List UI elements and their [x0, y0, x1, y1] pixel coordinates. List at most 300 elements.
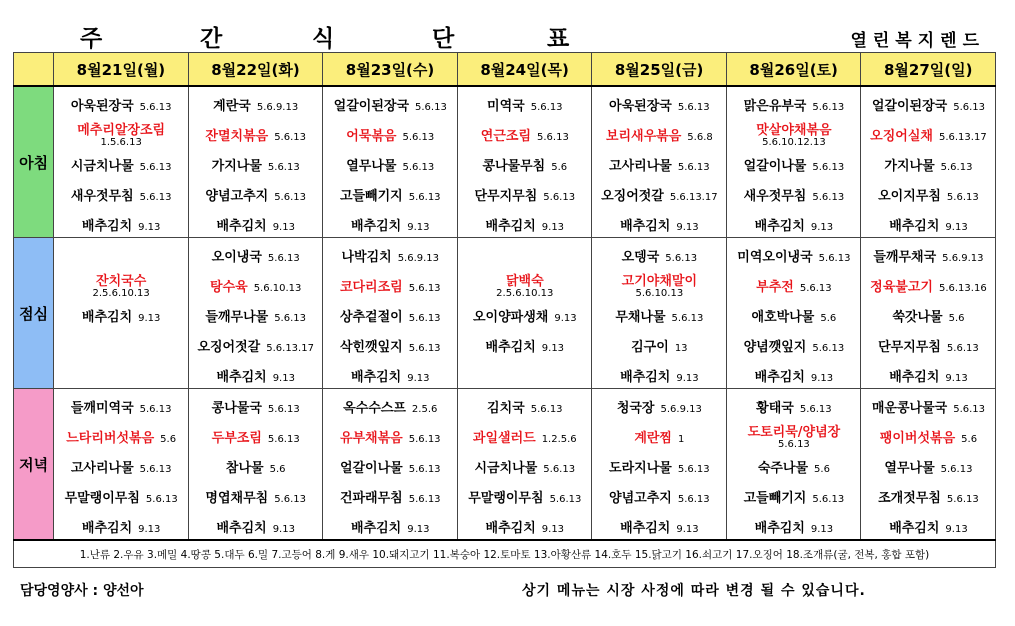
- menu-item-name: 무채나물: [615, 310, 666, 325]
- menu-item: [458, 517, 592, 536]
- menu-item: [592, 366, 726, 385]
- menu-item-name: 고사리나물: [70, 461, 134, 476]
- menu-item-name: 명엽채무침: [205, 491, 269, 506]
- menu-item-name: 맛살야채볶음: [756, 123, 832, 138]
- menu-item-name: 오징어젓갈: [601, 189, 664, 204]
- menu-item: [54, 270, 188, 298]
- allergy-codes: 5.6.13: [953, 102, 986, 113]
- menu-item-name: 도라지나물: [609, 461, 672, 476]
- menu-item: [458, 185, 592, 204]
- menu-cell: [592, 238, 727, 389]
- menu-item: [861, 246, 995, 265]
- menu-item: [323, 95, 457, 114]
- title-char: 단: [432, 26, 455, 52]
- menu-item: [189, 306, 323, 325]
- allergy-codes: 5.6.13: [777, 439, 810, 450]
- allergy-codes: 5.6.13: [812, 192, 845, 203]
- allergy-codes: 9.13: [407, 222, 430, 233]
- menu-item: [323, 427, 457, 446]
- menu-item-name: 매운콩나물국: [871, 401, 948, 416]
- menu-item-name: 배추김치: [216, 521, 267, 536]
- menu-item: [458, 487, 592, 506]
- menu-item-name: 메추리알장조림: [77, 123, 166, 138]
- menu-item: [861, 457, 995, 476]
- meal-row-dinner: [14, 389, 996, 541]
- menu-item: [189, 427, 323, 446]
- allergy-codes: 9.13: [541, 343, 565, 354]
- menu-item-name: 배추김치: [351, 521, 402, 536]
- menu-item: [458, 270, 592, 298]
- allergy-codes: 5.6.13: [549, 494, 582, 505]
- allergy-codes: 9.13: [407, 373, 430, 384]
- allergy-codes: 5.6: [948, 313, 965, 324]
- menu-item-name: 오이지무침: [878, 189, 941, 204]
- menu-item-name: 얼갈이된장국: [333, 99, 410, 114]
- menu-cell: [592, 389, 727, 541]
- menu-item-name: 배추김치: [485, 521, 536, 536]
- meal-label: 아침: [14, 86, 54, 238]
- allergy-legend: 1.난류 2.우유 3.메밀 4.땅콩 5.대두 6.밀 7.고등어 8.게 9.새우 10.돼지고기 11.복숭아 12.토마토 13.아황산류 14.호두 15.닭고기 16.쇠고기 17.오징어 18.조개류(굴, 전복, 홍합 포함): [14, 540, 996, 568]
- menu-item-name: 닭백숙: [505, 274, 544, 289]
- allergy-codes: 5.6.13: [677, 464, 710, 475]
- allergy-codes: 2.5.6.10.13: [496, 288, 554, 299]
- allergy-codes: 5.6.13: [274, 132, 306, 143]
- allergy-codes: 5.6.13: [139, 404, 172, 415]
- menu-item-name: 얼갈이된장국: [871, 99, 948, 114]
- menu-item-name: 배추김치: [81, 310, 133, 325]
- menu-item: [727, 336, 861, 355]
- title-char: 표: [547, 26, 570, 52]
- menu-item: [458, 306, 592, 325]
- allergy-codes: 9.13: [541, 222, 565, 233]
- menu-item: [54, 427, 188, 446]
- meal-label: 점심: [14, 238, 54, 389]
- menu-item: [458, 125, 592, 144]
- allergy-codes: 5.6.13: [812, 162, 845, 173]
- allergy-codes: 1.5.6.13: [100, 137, 142, 148]
- menu-item-name: 얼갈이나물: [743, 159, 807, 174]
- allergy-codes: 5.6: [551, 162, 568, 173]
- menu-item: [861, 306, 995, 325]
- allergy-codes: 5.6.13: [408, 192, 441, 203]
- menu-item-name: 유부채볶음: [339, 431, 403, 446]
- day-header: 8월24일(목): [457, 53, 592, 87]
- allergy-codes: 5.6.13: [665, 253, 698, 264]
- menu-item: [458, 397, 592, 416]
- menu-item: [592, 397, 726, 416]
- allergy-codes: 5.6.13: [677, 102, 710, 113]
- menu-item-name: 배추김치: [889, 219, 940, 234]
- menu-item-name: 배추김치: [889, 521, 940, 536]
- menu-item: [592, 306, 726, 325]
- allergy-codes: 5.6.13: [940, 162, 973, 173]
- menu-item: [323, 397, 457, 416]
- menu-item-name: 고기야채말이: [621, 274, 698, 289]
- menu-item-name: 도토리묵/양념장: [747, 425, 841, 440]
- allergy-codes: 5.6: [961, 434, 978, 445]
- menu-cell: [188, 389, 323, 541]
- allergy-codes: 5.6.9.13: [397, 253, 440, 264]
- menu-item-name: 보리새우볶음: [605, 129, 682, 144]
- allergy-codes: 5.6.13: [408, 313, 441, 324]
- menu-item-name: 어묵볶음: [346, 129, 397, 144]
- allergy-codes: 5.6.13: [671, 313, 704, 324]
- day-header: 8월27일(일): [861, 53, 996, 87]
- menu-item: [727, 306, 861, 325]
- menu-item: [727, 246, 861, 265]
- menu-item: [861, 276, 995, 295]
- allergy-codes: 5.6: [160, 434, 177, 445]
- menu-item: [323, 215, 457, 234]
- menu-item-name: 김치국: [487, 401, 525, 416]
- allergy-codes: 5.6.13: [408, 464, 441, 475]
- menu-item: [592, 270, 726, 298]
- allergy-codes: 5.6.9.13: [942, 253, 984, 264]
- menu-item: [323, 185, 457, 204]
- menu-item-name: 고들빼기지: [743, 491, 807, 506]
- menu-item: [323, 125, 457, 144]
- allergy-codes: 5.6.13: [530, 404, 563, 415]
- menu-item: [592, 427, 726, 446]
- menu-item: [458, 336, 592, 355]
- menu-item-name: 배추김치: [485, 219, 536, 234]
- menu-item: [54, 487, 188, 506]
- menu-item-name: 부추전: [756, 280, 794, 295]
- allergy-codes: 5.6.13: [812, 102, 845, 113]
- menu-item: [727, 95, 861, 114]
- menu-item-name: 오징어실채: [870, 129, 933, 144]
- allergy-codes: 9.13: [541, 524, 565, 535]
- menu-item-name: 숙주나물: [757, 461, 809, 476]
- menu-item: [189, 155, 323, 174]
- allergy-codes: 2.5.6: [411, 404, 438, 415]
- menu-item-name: 아욱된장국: [70, 99, 134, 114]
- menu-item-name: 배추김치: [889, 370, 940, 385]
- allergy-codes: 5.6.13: [818, 253, 851, 264]
- menu-item-name: 연근조림: [480, 129, 531, 144]
- menu-item-name: 새우젓무침: [70, 189, 134, 204]
- day-header: 8월25일(금): [592, 53, 727, 87]
- menu-item-name: 들깨무나물: [205, 310, 269, 325]
- organization-name: 열린복지렌드: [850, 31, 985, 51]
- menu-item: [861, 185, 995, 204]
- menu-item: [861, 397, 995, 416]
- menu-cell: [54, 86, 189, 238]
- menu-item-name: 참나물: [225, 461, 264, 476]
- menu-item-name: 김구이: [631, 340, 669, 355]
- menu-item: [323, 155, 457, 174]
- menu-item-name: 배추김치: [485, 340, 536, 355]
- allergy-codes: 5.6.13: [408, 343, 441, 354]
- menu-item-name: 코다리조림: [339, 280, 403, 295]
- menu-item-name: 배추김치: [351, 219, 402, 234]
- menu-item: [592, 185, 726, 204]
- allergy-codes: 9.13: [407, 524, 430, 535]
- allergy-codes: 1: [678, 434, 685, 445]
- allergy-codes: 5.6.13: [946, 192, 979, 203]
- allergy-codes: 9.13: [676, 524, 699, 535]
- meal-row-lunch: [14, 238, 996, 389]
- allergy-codes: 5.6.13: [677, 494, 710, 505]
- allergy-codes: 5.6.13: [946, 494, 979, 505]
- menu-item-name: 상추겉절이: [339, 310, 403, 325]
- allergy-codes: 9.13: [810, 524, 834, 535]
- menu-item: [861, 155, 995, 174]
- allergy-codes: 9.13: [945, 373, 968, 384]
- allergy-codes: 5.6.13: [537, 132, 569, 143]
- menu-cell: [323, 86, 458, 238]
- menu-cell: [457, 86, 592, 238]
- menu-item: [458, 457, 592, 476]
- allergy-codes: 5.6.9.13: [660, 404, 702, 415]
- menu-item-name: 탕수육: [210, 280, 248, 295]
- menu-item-name: 가지나물: [884, 159, 935, 174]
- menu-item-name: 아욱된장국: [609, 99, 672, 114]
- menu-item: [727, 366, 861, 385]
- allergy-codes: 9.13: [676, 373, 699, 384]
- menu-cell: [861, 389, 996, 541]
- allergy-codes: 5.6.10.12.13: [762, 137, 826, 148]
- menu-item-name: 황태국: [756, 401, 794, 416]
- allergy-codes: 5.6: [269, 464, 286, 475]
- menu-item: [189, 517, 323, 536]
- menu-item: [727, 421, 861, 449]
- menu-item: [54, 215, 188, 234]
- menu-item: [592, 487, 726, 506]
- menu-item: [861, 366, 995, 385]
- menu-item: [189, 366, 323, 385]
- allergy-codes: 5.6: [814, 464, 830, 475]
- menu-item-name: 잔치국수: [96, 274, 147, 289]
- menu-cell: [188, 238, 323, 389]
- allergy-codes: 5.6.13: [799, 283, 832, 294]
- allergy-codes: 9.13: [138, 313, 161, 324]
- menu-item: [727, 517, 861, 536]
- title-char: 간: [200, 26, 223, 52]
- menu-item-name: 고사리나물: [609, 159, 672, 174]
- menu-item-name: 얼갈이나물: [339, 461, 403, 476]
- allergy-codes: 5.6.13: [274, 192, 306, 203]
- menu-item: [727, 457, 861, 476]
- menu-item: [54, 306, 188, 325]
- allergy-codes: 5.6.13: [267, 434, 300, 445]
- allergy-codes: 5.6.13: [267, 253, 300, 264]
- menu-item: [592, 155, 726, 174]
- menu-item: [323, 366, 457, 385]
- allergy-codes: 5.6.13: [812, 343, 845, 354]
- menu-cell: [457, 389, 592, 541]
- allergy-codes: 5.6.13.16: [938, 283, 987, 294]
- allergy-codes: 5.6.13.17: [938, 132, 987, 143]
- menu-item-name: 애호박나물: [751, 310, 815, 325]
- menu-item-name: 배추김치: [754, 219, 805, 234]
- menu-item: [54, 185, 188, 204]
- nutritionist-label: 담당영양사 : 양선아: [20, 583, 144, 599]
- allergy-codes: 1.2.5.6: [541, 434, 577, 445]
- menu-item: [592, 125, 726, 144]
- allergy-codes: 5.6.13: [139, 102, 172, 113]
- menu-item-name: 옥수수스프: [343, 401, 406, 416]
- allergy-codes: 5.6.13: [812, 494, 845, 505]
- menu-item-name: 시금치나물: [474, 461, 538, 476]
- menu-cell: [457, 238, 592, 389]
- menu-item-name: 배추김치: [351, 370, 402, 385]
- allergy-codes: 5.6.13: [402, 162, 435, 173]
- allergy-codes: 2.5.6.10.13: [92, 288, 150, 299]
- menu-item: [189, 336, 323, 355]
- menu-item: [861, 125, 995, 144]
- allergy-codes: 9.13: [554, 313, 577, 324]
- day-header: 8월21일(월): [54, 53, 189, 87]
- menu-item: [727, 119, 861, 147]
- allergy-codes: 5.6.8: [687, 132, 713, 143]
- menu-item-name: 미역오이냉국: [737, 250, 813, 265]
- day-header: 8월23일(수): [323, 53, 458, 87]
- allergy-codes: 5.6.13: [402, 132, 435, 143]
- menu-cell: [54, 238, 189, 389]
- menu-item-name: 청국장: [616, 401, 655, 416]
- menu-item: [727, 155, 861, 174]
- menu-item: [592, 457, 726, 476]
- menu-item-name: 시금치나물: [70, 159, 134, 174]
- menu-item: [727, 185, 861, 204]
- menu-item: [54, 95, 188, 114]
- allergy-codes: 9.13: [272, 524, 295, 535]
- menu-item: [861, 215, 995, 234]
- menu-item: [323, 306, 457, 325]
- menu-item-name: 느타리버섯볶음: [66, 431, 155, 446]
- menu-item: [54, 457, 188, 476]
- menu-item: [323, 517, 457, 536]
- menu-item-name: 양념고추지: [205, 189, 269, 204]
- menu-item: [189, 397, 323, 416]
- menu-item: [189, 487, 323, 506]
- menu-item-name: 삭힌깻잎지: [339, 340, 403, 355]
- allergy-codes: 9.13: [676, 222, 699, 233]
- menu-cell: [861, 86, 996, 238]
- menu-item-name: 새우젓무침: [743, 189, 807, 204]
- title-char: 주: [80, 26, 103, 52]
- allergy-codes: 5.6.13: [543, 464, 576, 475]
- menu-item-name: 두부조림: [211, 431, 262, 446]
- allergy-codes: 5.6.13: [267, 162, 300, 173]
- menu-cell: [726, 86, 861, 238]
- allergy-codes: 5.6.13: [953, 404, 986, 415]
- allergy-codes: 5.6.13: [799, 404, 832, 415]
- menu-item: [727, 487, 861, 506]
- menu-item: [323, 487, 457, 506]
- menu-item-name: 배추김치: [620, 521, 671, 536]
- allergy-codes: 9.13: [138, 222, 161, 233]
- menu-item-name: 들깨미역국: [70, 401, 134, 416]
- allergy-codes: 5.6.13.17: [669, 192, 718, 203]
- menu-cell: [726, 389, 861, 541]
- menu-item-name: 배추김치: [620, 219, 671, 234]
- day-header: 8월22일(화): [188, 53, 323, 87]
- header-corner: [14, 53, 54, 87]
- menu-item-name: 단무지무침: [878, 340, 941, 355]
- allergy-codes: 5.6.9.13: [256, 102, 299, 113]
- allergy-codes: 5.6.13: [946, 343, 979, 354]
- allergy-codes: 5.6.13: [543, 192, 576, 203]
- menu-item: [54, 517, 188, 536]
- allergy-codes: 5.6.10.13: [635, 288, 684, 299]
- menu-item: [323, 336, 457, 355]
- allergy-codes: 5.6: [820, 313, 837, 324]
- menu-item: [189, 125, 323, 144]
- menu-item-name: 정육불고기: [870, 280, 933, 295]
- allergy-codes: 5.6.10.13: [253, 283, 302, 294]
- menu-item: [189, 276, 323, 295]
- menu-item-name: 고들빼기지: [339, 189, 403, 204]
- menu-item-name: 맑은유부국: [743, 99, 807, 114]
- menu-item: [323, 276, 457, 295]
- allergy-codes: 5.6.13: [677, 162, 710, 173]
- allergy-codes: 5.6.13: [274, 313, 306, 324]
- menu-item-name: 배추김치: [216, 219, 267, 234]
- allergy-codes: 5.6.13: [139, 162, 172, 173]
- menu-item-name: 오이양파생채: [472, 310, 549, 325]
- menu-item: [727, 397, 861, 416]
- menu-item: [861, 487, 995, 506]
- menu-item: [54, 119, 188, 147]
- menu-item: [592, 215, 726, 234]
- title-char: 식: [312, 26, 335, 52]
- menu-item: [458, 155, 592, 174]
- menu-item-name: 배추김치: [620, 370, 671, 385]
- allergy-codes: 9.13: [272, 222, 295, 233]
- allergy-codes: 5.6.13: [139, 464, 172, 475]
- day-header-row: [14, 53, 996, 87]
- menu-item: [592, 95, 726, 114]
- menu-cell: [323, 389, 458, 541]
- allergy-codes: 5.6.13: [408, 434, 441, 445]
- menu-cell: [323, 238, 458, 389]
- menu-item-name: 무말랭이무침: [468, 491, 544, 506]
- day-header: 8월26일(토): [726, 53, 861, 87]
- menu-item: [861, 95, 995, 114]
- menu-item-name: 미역국: [487, 99, 525, 114]
- menu-item-name: 배추김치: [81, 521, 133, 536]
- menu-item: [323, 457, 457, 476]
- menu-item: [189, 215, 323, 234]
- menu-item: [861, 517, 995, 536]
- allergy-codes: 5.6.13: [408, 494, 441, 505]
- menu-item-name: 배추김치: [81, 219, 133, 234]
- menu-cell: [726, 238, 861, 389]
- menu-item-name: 열무나물: [884, 461, 935, 476]
- menu-item-name: 건파래무침: [339, 491, 403, 506]
- menu-item: [861, 427, 995, 446]
- menu-item-name: 콩나물무침: [482, 159, 546, 174]
- menu-cell: [54, 389, 189, 541]
- menu-item-name: 조개젓무침: [878, 491, 941, 506]
- menu-item: [727, 276, 861, 295]
- menu-item: [189, 95, 323, 114]
- menu-item-name: 열무나물: [346, 159, 397, 174]
- menu-item: [54, 155, 188, 174]
- menu-item-name: 배추김치: [754, 521, 805, 536]
- menu-item-name: 양념고추지: [609, 491, 672, 506]
- menu-cell: [188, 86, 323, 238]
- allergy-codes: 5.6.13: [267, 404, 300, 415]
- allergy-codes: 5.6.13: [145, 494, 178, 505]
- menu-item-name: 잔멸치볶음: [205, 129, 269, 144]
- allergy-codes: 9.13: [945, 524, 968, 535]
- meal-row-breakfast: [14, 86, 996, 238]
- menu-cell: [861, 238, 996, 389]
- menu-item-name: 오징어젓갈: [197, 340, 261, 355]
